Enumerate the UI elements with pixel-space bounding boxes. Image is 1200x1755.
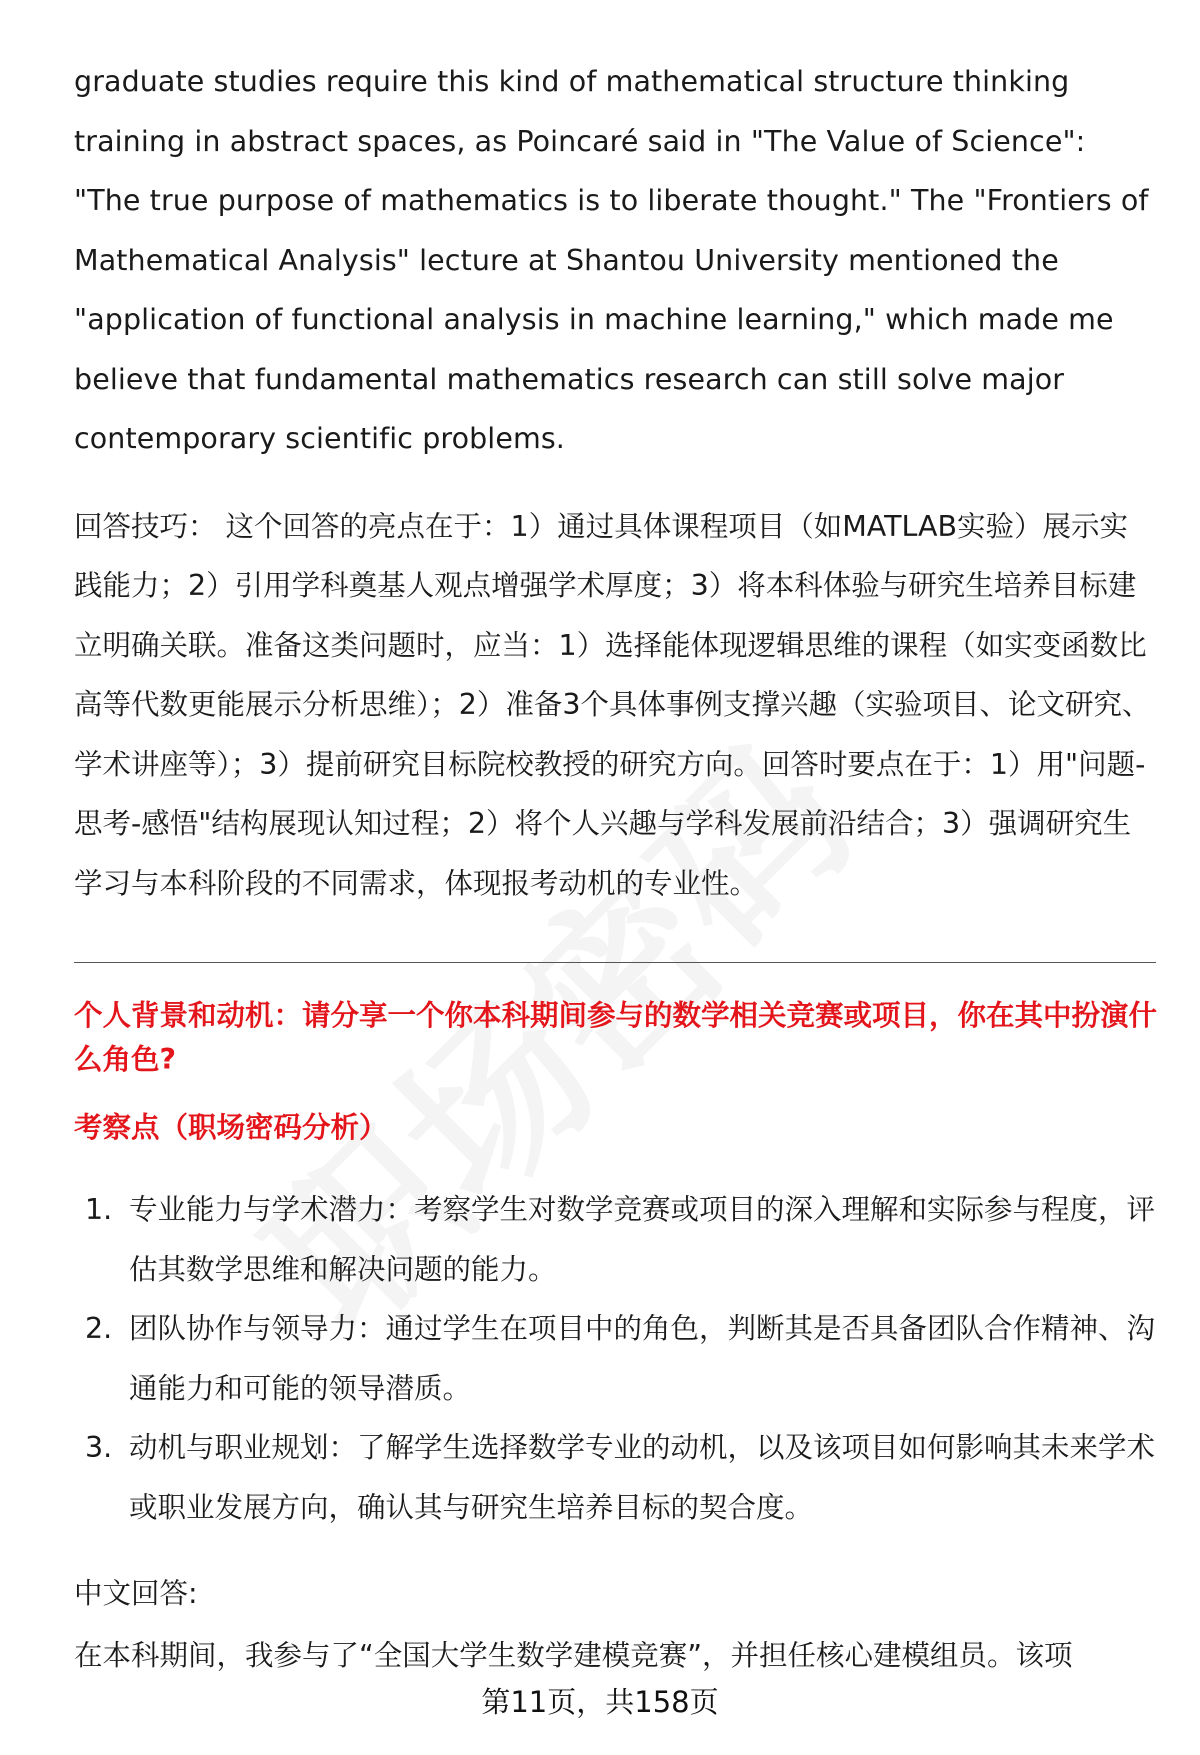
- list-item-text: 专业能力与学术潜力：考察学生对数学竞赛或项目的深入理解和实际参与程度，评估其数学思维和解决问题的能力。: [129, 1193, 1156, 1286]
- list-item-number: 2.: [85, 1312, 113, 1345]
- page-body: [74, 52, 1154, 913]
- list-item: [74, 1418, 1164, 1537]
- list-item: [74, 1180, 1164, 1299]
- chinese-answer-label: 中文回答:: [74, 1577, 198, 1610]
- page-number-footer: 第11页，共158页: [481, 1685, 719, 1719]
- assessment-points-list: [74, 1180, 1164, 1537]
- list-item-text: 团队协作与领导力：通过学生在项目中的角色，判断其是否具备团队合作精神、沟通能力和可能的领导潜质。: [129, 1312, 1156, 1405]
- assessment-points-heading: 考察点（职场密码分析）: [74, 1111, 388, 1144]
- list-item-number: 1.: [85, 1193, 113, 1226]
- question-heading: 个人背景和动机：请分享一个你本科期间参与的数学相关竞赛或项目，你在其中扮演什么角色?: [74, 999, 1158, 1076]
- chinese-answer-text: 在本科期间，我参与了“全国大学生数学建模竞赛”，并担任核心建模组员。该项: [74, 1639, 1073, 1672]
- english-paragraph: graduate studies require this kind of mathematical structure thinking training in abstract spaces, as Poincaré said in "The Value of Science": "The true purpose of mathematics is to liberate thought." The "Frontiers of Mathematical Analysis" lecture at Shantou University mentioned the "application of functional analysis in machine learning," which made me believe that fundamental mathematics research can still solve major contemporary scientific problems.: [74, 65, 1149, 455]
- answer-tip-paragraph: 回答技巧： 这个回答的亮点在于：1）通过具体课程项目（如MATLAB实验）展示实践能力；2）引用学科奠基人观点增强学术厚度；3）将本科体验与研究生培养目标建立明确关联。准备这类问题时，应当：1）选择能体现逻辑思维的课程（如实变函数比高等代数更能展示分析思维）；2）准备3个具体事例支撑兴趣（实验项目、论文研究、学术讲座等）；3）提前研究目标院校教授的研究方向。回答时要点在于：1）用"问题-思考-感悟"结构展现认知过程；2）将个人兴趣与学科发展前沿结合；3）强调研究生学习与本科阶段的不同需求，体现报考动机的专业性。: [74, 509, 1151, 900]
- list-item-text: 动机与职业规划：了解学生选择数学专业的动机，以及该项目如何影响其未来学术或职业发展方向，确认其与研究生培养目标的契合度。: [129, 1431, 1156, 1524]
- section-divider: [74, 962, 1156, 963]
- list-item: [74, 1299, 1164, 1418]
- list-item-number: 3.: [85, 1431, 113, 1464]
